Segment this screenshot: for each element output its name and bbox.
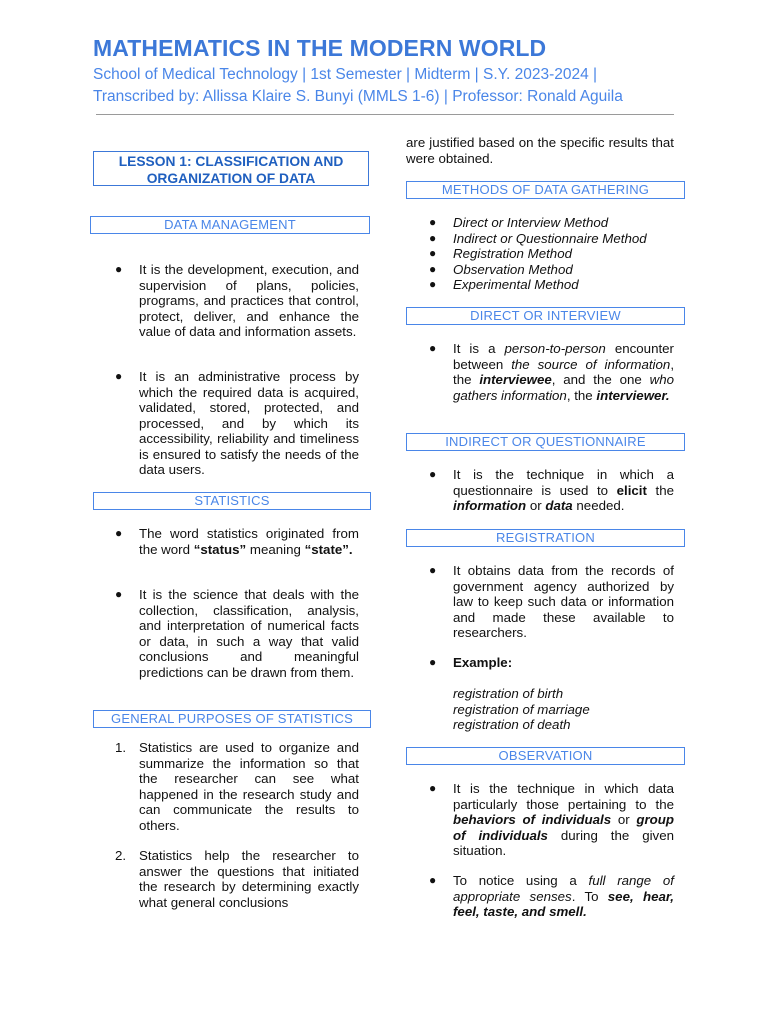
data-management-text-1: It is the development, execution, and supervision of plans, policies, programs, and practices that control, protect, deliver, and enhance the value of data and information assets. bbox=[139, 262, 359, 339]
heading-general-purposes: GENERAL PURPOSES OF STATISTICS bbox=[93, 710, 371, 728]
page-title: MATHEMATICS IN THE MODERN WORLD bbox=[93, 35, 547, 61]
purpose-item-1 bbox=[115, 740, 359, 833]
example-line: registration of birth bbox=[453, 686, 564, 701]
lesson-title-line-1: LESSON 1: CLASSIFICATION AND bbox=[118, 154, 344, 169]
direct-text: It is a person-to-person encounter between the source of information, the interviewee, and the one who gathers information, the interviewer. bbox=[453, 341, 675, 403]
heading-methods: METHODS OF DATA GATHERING bbox=[406, 181, 685, 199]
bullet-icon: ● bbox=[429, 655, 437, 669]
bullet-icon: ● bbox=[429, 873, 437, 887]
list-item: ● Experimental Method bbox=[429, 277, 579, 292]
bullet-icon: ● bbox=[429, 341, 437, 355]
lesson-title-box bbox=[93, 151, 369, 186]
bullet-icon: ● bbox=[115, 526, 123, 540]
list-item: ● Observation Method bbox=[429, 261, 573, 277]
registration-text: It obtains data from the records of government agency authorized by law to keep such data or information and made these available to researchers. bbox=[453, 563, 674, 640]
bullet-icon: ● bbox=[429, 781, 437, 795]
data-management-item-2 bbox=[115, 369, 359, 478]
heading-registration: REGISTRATION bbox=[406, 529, 685, 547]
heading-observation: OBSERVATION bbox=[406, 747, 685, 765]
observation-text-2: To notice using a full range of appropriate senses. To see, hear, feel, taste, and smell. bbox=[453, 873, 674, 919]
bullet-icon: ● bbox=[115, 262, 123, 276]
bullet-icon: ● bbox=[429, 563, 437, 577]
data-management-item-1 bbox=[115, 262, 359, 340]
example-line: registration of marriage bbox=[453, 701, 590, 717]
bullet-icon: ● bbox=[429, 261, 437, 276]
direct-item bbox=[429, 341, 675, 403]
purpose-text-1: Statistics are used to organize and summarize the information so that the researcher can see what happened in the research study and can communicate the results to others. bbox=[139, 740, 359, 833]
list-item: ● Registration Method bbox=[429, 246, 572, 261]
heading-indirect: INDIRECT OR QUESTIONNAIRE bbox=[406, 433, 685, 451]
statistics-item-2 bbox=[115, 587, 359, 680]
bullet-icon: ● bbox=[115, 587, 123, 601]
list-number: 1. bbox=[115, 740, 127, 755]
observation-item-1 bbox=[429, 781, 674, 859]
statistics-text-1: The word statistics originated from the word “status” meaning “state”. bbox=[139, 526, 359, 557]
bullet-icon: ● bbox=[429, 467, 437, 481]
bullet-icon: ● bbox=[115, 369, 123, 383]
statistics-item-1 bbox=[115, 526, 359, 557]
bullet-icon: ● bbox=[429, 246, 437, 260]
heading-data-management: DATA MANAGEMENT bbox=[90, 216, 370, 234]
header-divider bbox=[96, 114, 674, 115]
list-item: ● Indirect or Questionnaire Method bbox=[429, 230, 647, 246]
bullet-icon: ● bbox=[429, 230, 437, 245]
purpose-text-2-continued: are justified based on the specific results that were obtained. bbox=[406, 135, 674, 166]
subtitle-line-2: Transcribed by: Allissa Klaire S. Bunyi (MMLS 1-6) | Professor: Ronald Aguila bbox=[93, 88, 623, 105]
bullet-icon: ● bbox=[429, 215, 437, 229]
subtitle-line-1: School of Medical Technology | 1st Semester | Midterm | S.Y. 2023-2024 | bbox=[93, 66, 598, 83]
methods-list bbox=[429, 215, 647, 293]
heading-direct: DIRECT OR INTERVIEW bbox=[406, 307, 685, 325]
observation-item-2 bbox=[429, 873, 674, 920]
registration-item bbox=[429, 563, 674, 641]
example-label: Example: bbox=[453, 655, 513, 670]
registration-example bbox=[429, 655, 674, 733]
bullet-icon: ● bbox=[429, 277, 437, 291]
lesson-title-line-2: ORGANIZATION OF DATA bbox=[146, 171, 316, 186]
observation-text-1: It is the technique in which data particularly those pertaining to the behaviors of individuals or group of individuals during the given situation. bbox=[453, 781, 674, 858]
purpose-text-2: Statistics help the researcher to answer the questions that initiated the research by determining exactly what general conclusions bbox=[139, 848, 359, 910]
heading-statistics: STATISTICS bbox=[93, 492, 371, 510]
data-management-text-2: It is an administrative process by which the required data is acquired, validated, stored, protected, and processed, and by which its accessibility, reliability and timeliness is ensured to satisfy the needs of the data users. bbox=[139, 369, 359, 477]
list-item: ● Direct or Interview Method bbox=[429, 215, 609, 230]
statistics-text-2: It is the science that deals with the collection, classification, analysis, and interpretation of numerical facts or data, in such a way that valid conclusions and meaningful predictions can be drawn from them. bbox=[139, 587, 359, 680]
list-number: 2. bbox=[115, 848, 127, 863]
purpose-item-2 bbox=[115, 848, 359, 910]
indirect-item bbox=[429, 467, 674, 514]
indirect-text: It is the technique in which a questionnaire is used to elicit the information or data needed. bbox=[453, 467, 674, 513]
example-line: registration of death bbox=[453, 717, 571, 732]
